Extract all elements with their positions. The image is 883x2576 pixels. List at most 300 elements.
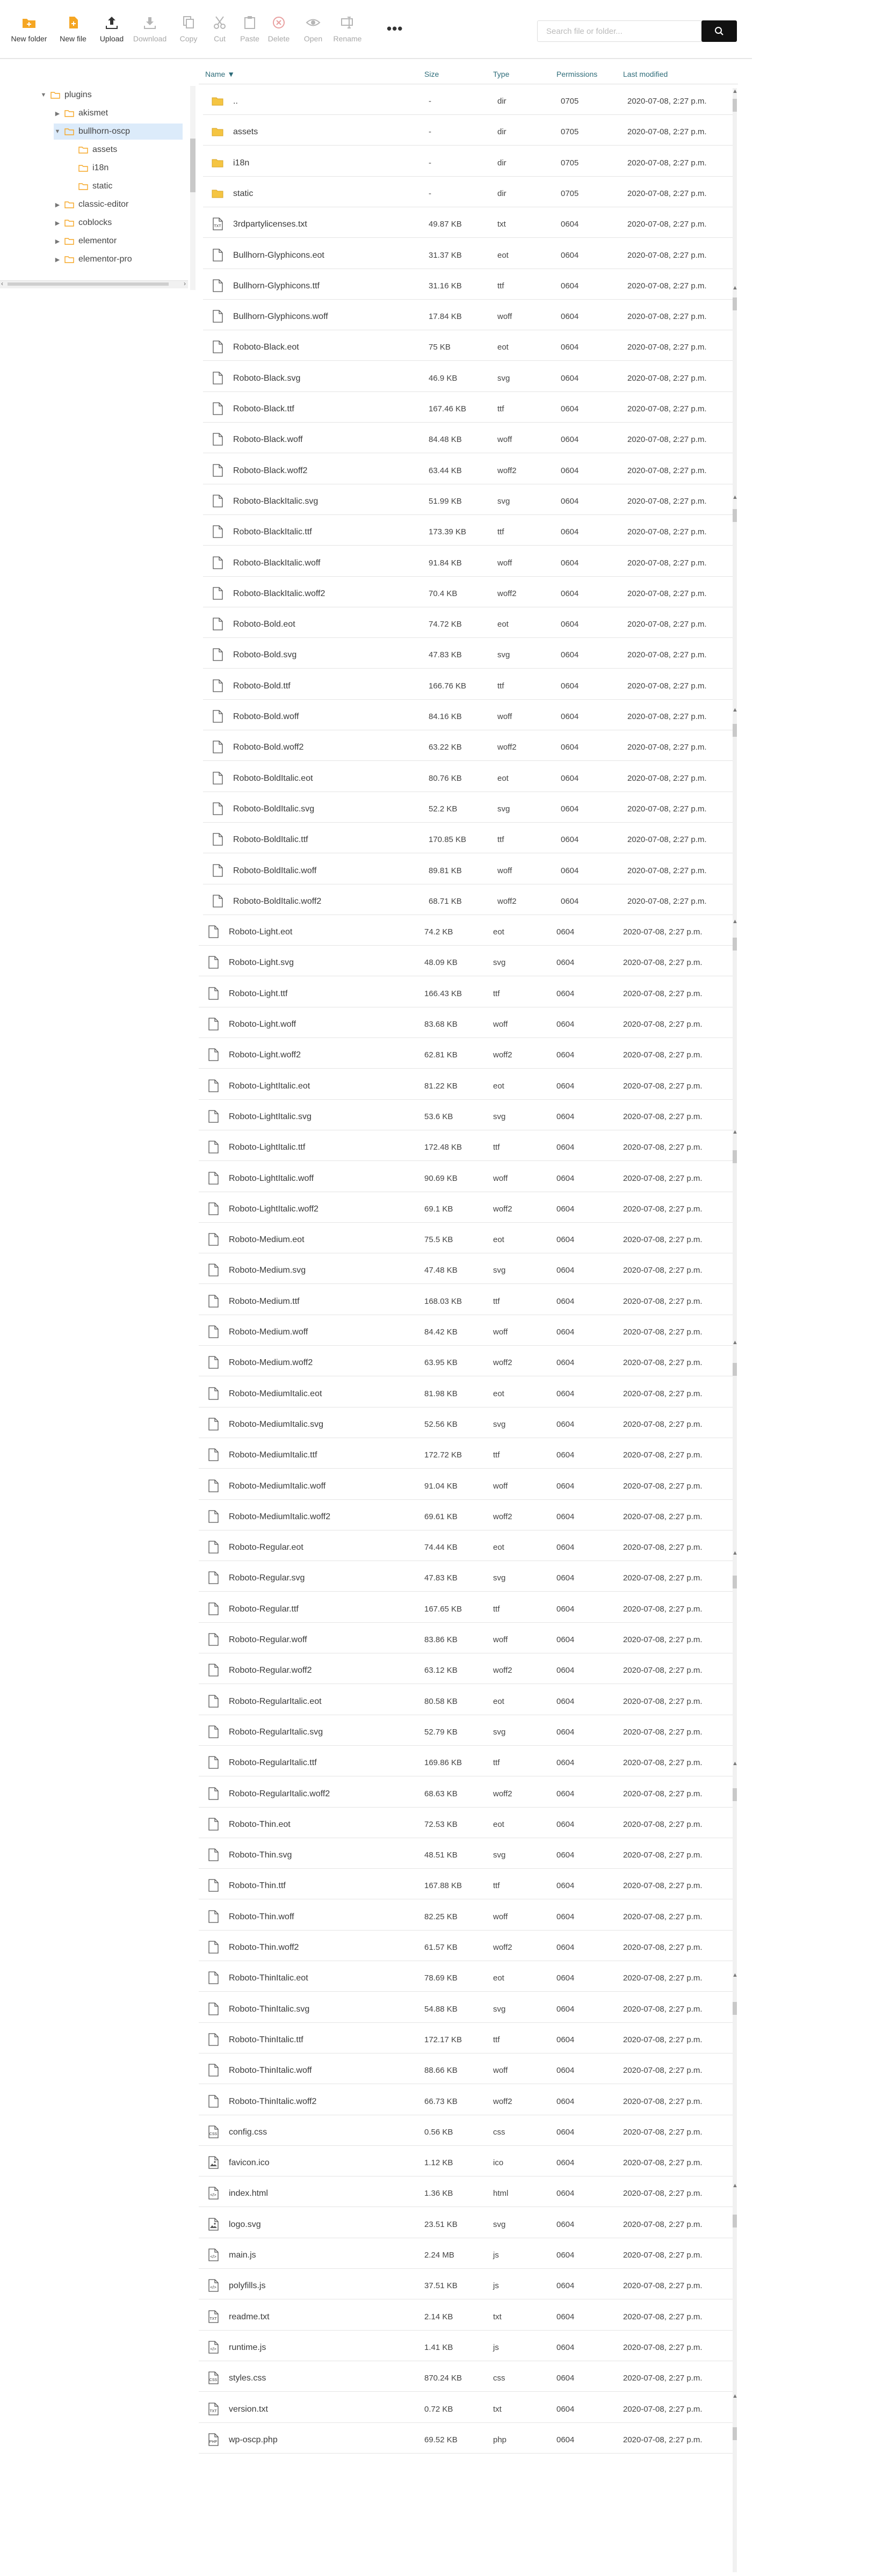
sidebar-horizontal-thumb[interactable] [8,282,169,286]
file-perm: 0604 [556,1912,575,1921]
file-perm: 0604 [561,496,579,506]
file-name: Roboto-Medium.woff [229,1327,308,1337]
file-row[interactable] [203,825,735,853]
upload-button[interactable] [90,15,133,43]
file-row[interactable] [203,672,735,700]
file-mod: 2020-07-08, 2:27 p.m. [627,896,707,906]
file-row[interactable] [199,1041,734,1069]
file-perm: 0604 [561,220,579,229]
tree-item-akismet[interactable] [54,105,183,121]
tree-item-coblocks[interactable] [54,215,183,231]
file-icon [212,310,223,323]
file-row[interactable] [203,764,735,792]
file-row[interactable] [203,487,735,515]
file-row[interactable] [199,1225,734,1253]
file-row[interactable] [199,1533,734,1561]
header-last-modified[interactable]: Last modified [623,70,668,78]
file-size: 172.17 KB [424,2035,462,2044]
tree-item-label: static [92,182,113,191]
file-row[interactable] [199,2241,734,2269]
file-row[interactable] [203,857,735,884]
scroll-up-icon[interactable]: ▲ [732,494,738,500]
file-list-scrollbar-thumb[interactable] [733,1576,737,1588]
file-name: .. [233,97,238,106]
file-perm: 0604 [556,2004,575,2014]
file-type: php [493,2435,507,2444]
file-name: Roboto-LightItalic.woff2 [229,1204,319,1214]
chevron-right-icon[interactable]: ▶ [55,238,60,245]
file-name: Roboto-ThinItalic.woff [229,2066,312,2076]
file-mod: 2020-07-08, 2:27 p.m. [623,2035,703,2044]
svg-text:TXT: TXT [209,2409,217,2413]
file-row[interactable] [199,2087,734,2115]
file-mod: 2020-07-08, 2:27 p.m. [627,312,707,322]
scroll-up-icon[interactable]: ▲ [732,88,738,95]
file-row[interactable] [203,395,735,423]
file-perm: 0604 [556,927,575,937]
file-row[interactable] [203,87,735,115]
file-row[interactable] [199,1995,734,2023]
file-row[interactable] [199,2210,734,2238]
file-row[interactable] [199,1441,734,1469]
file-row[interactable] [199,2179,734,2207]
file-name: Roboto-Black.woff [233,435,303,445]
file-row[interactable] [203,641,735,669]
file-mod: 2020-07-08, 2:27 p.m. [627,158,707,168]
file-row[interactable] [199,2056,734,2084]
file-row[interactable] [199,2149,734,2176]
file-row[interactable] [199,1380,734,1407]
file-row[interactable] [199,2333,734,2361]
file-mod: 2020-07-08, 2:27 p.m. [627,650,707,660]
file-icon [207,1110,219,1123]
file-row[interactable] [199,1287,734,1315]
tree-item-plugins[interactable] [40,87,183,103]
file-row[interactable] [203,579,735,607]
new-file-icon [65,15,81,30]
file-type: ttf [493,989,500,998]
file-mod: 2020-07-08, 2:27 p.m. [623,1789,703,1798]
file-type: css [493,2374,505,2383]
file-row[interactable] [203,456,735,484]
new-file-button[interactable] [52,15,95,43]
file-row[interactable] [199,1472,734,1500]
file-name: version.txt [229,2404,268,2414]
file-perm: 0604 [556,1819,575,1829]
file-size: 172.48 KB [424,1143,462,1152]
file-icon [212,648,223,661]
file-size: 47.83 KB [424,1573,458,1583]
file-perm: 0604 [556,1973,575,1983]
file-mod: 2020-07-08, 2:27 p.m. [627,773,707,783]
file-size: 48.09 KB [424,958,458,968]
tree-item-label: classic-editor [78,200,129,209]
file-row[interactable] [203,210,735,238]
file-type: eot [493,1819,504,1829]
file-mod: 2020-07-08, 2:27 p.m. [623,1450,703,1460]
file-row[interactable] [199,2426,734,2454]
file-icon [212,618,223,630]
file-mod: 2020-07-08, 2:27 p.m. [627,558,707,568]
file-list-scrollbar-thumb[interactable] [733,1788,737,1801]
file-row[interactable] [199,2303,734,2331]
tree-item-label: i18n [92,163,109,172]
chevron-right-icon[interactable]: ▶ [55,110,60,117]
file-perm: 0604 [556,1204,575,1214]
file-row[interactable] [199,2272,734,2299]
file-row[interactable] [203,887,735,915]
file-mod: 2020-07-08, 2:27 p.m. [623,1050,703,1060]
file-list-scrollbar-thumb[interactable] [733,938,737,950]
chevron-right-icon[interactable]: ▶ [55,220,60,227]
new-folder-button[interactable] [8,15,50,43]
file-row[interactable] [199,1595,734,1623]
file-mod: 2020-07-08, 2:27 p.m. [623,2096,703,2106]
file-perm: 0604 [556,1419,575,1429]
file-list-scrollbar-thumb[interactable] [733,509,737,522]
file-name: Roboto-Regular.woff2 [229,1666,312,1675]
file-name: runtime.js [229,2342,266,2352]
file-mod: 2020-07-08, 2:27 p.m. [623,1481,703,1491]
file-row[interactable] [199,1933,734,1961]
file-icon [207,1079,219,1092]
file-row[interactable] [203,610,735,638]
file-list-scrollbar[interactable] [733,88,737,285]
file-size: 166.76 KB [429,681,467,691]
toolbar-button-label: Delete [267,34,290,43]
toolbar-button-label: New file [60,34,86,43]
file-type: woff [497,558,512,568]
file-list-scrollbar[interactable] [733,2182,737,2393]
scroll-up-icon[interactable]: ▲ [732,707,738,713]
svg-text:TXT: TXT [214,224,221,229]
file-perm: 0604 [556,1020,575,1029]
code-file-icon [207,2248,219,2261]
file-row[interactable] [203,425,735,453]
file-name: Roboto-Bold.woff2 [233,743,304,752]
file-row[interactable] [199,2395,734,2423]
file-row[interactable] [199,1195,734,1223]
file-mod: 2020-07-08, 2:27 p.m. [623,1543,703,1552]
header-size[interactable]: Size [424,70,439,78]
file-row[interactable] [203,118,735,146]
svg-text:TXT: TXT [209,2317,217,2321]
sidebar-scrollbar-thumb[interactable] [190,139,196,192]
chevron-down-icon[interactable]: ▼ [40,92,47,98]
file-perm: 0604 [561,281,579,291]
file-type: js [493,2342,499,2352]
file-size: 75 KB [429,343,451,352]
file-icon [207,1448,219,1461]
file-perm: 0604 [556,2158,575,2168]
file-name: main.js [229,2251,256,2260]
file-row[interactable] [199,1072,734,1100]
more-options-button[interactable]: ••• [387,20,403,37]
file-row[interactable] [199,1318,734,1346]
file-mod: 2020-07-08, 2:27 p.m. [627,343,707,352]
file-row[interactable] [203,302,735,330]
file-size: 52.2 KB [429,804,458,814]
file-row[interactable] [203,149,735,177]
file-type: ttf [493,1296,500,1306]
file-name: Roboto-BoldItalic.eot [233,773,313,783]
scroll-up-icon[interactable]: ▲ [732,1339,738,1346]
svg-text:CSS: CSS [209,2132,218,2136]
file-perm: 0604 [561,250,579,260]
file-name: Roboto-Medium.svg [229,1266,306,1275]
file-row[interactable] [199,1810,734,1838]
file-list-scrollbar[interactable] [733,494,737,707]
file-icon [207,1633,219,1646]
file-row[interactable] [199,2026,734,2053]
file-name: Bullhorn-Glyphicons.woff [233,312,328,322]
image-file-icon [207,2156,219,2169]
file-size: 0.56 KB [424,2127,453,2137]
download-button[interactable] [131,15,169,43]
file-icon [207,1479,219,1492]
file-row[interactable] [203,364,735,392]
file-perm: 0604 [556,1112,575,1121]
file-row[interactable] [203,518,735,546]
scroll-up-icon[interactable]: ▲ [732,1972,738,1978]
scroll-up-icon[interactable]: ▲ [732,1550,738,1556]
file-mod: 2020-07-08, 2:27 p.m. [623,1235,703,1245]
file-row[interactable] [199,979,734,1007]
file-row[interactable] [199,1010,734,1038]
file-row[interactable] [199,1687,734,1715]
file-icon [207,956,219,969]
file-type: eot [493,1081,504,1091]
file-size: 0.72 KB [424,2404,453,2414]
file-mod: 2020-07-08, 2:27 p.m. [623,2189,703,2198]
file-icon [207,1048,219,1061]
file-perm: 0705 [561,188,579,198]
file-icon [207,2064,219,2077]
scroll-up-icon[interactable]: ▲ [732,2393,738,2399]
file-list-scrollbar-thumb[interactable] [733,1363,737,1376]
scroll-up-icon[interactable]: ▲ [732,1760,738,1767]
scroll-up-icon[interactable]: ▲ [732,285,738,291]
header-name[interactable]: Name ▼ [205,70,235,78]
delete-button[interactable] [260,15,298,43]
file-size: 2.24 MB [424,2251,454,2260]
file-list-scrollbar-thumb[interactable] [733,2215,737,2227]
file-row[interactable] [203,733,735,761]
file-mod: 2020-07-08, 2:27 p.m. [623,1635,703,1644]
chevron-down-icon[interactable]: ▼ [54,128,61,135]
file-perm: 0604 [561,404,579,413]
file-size: 168.03 KB [424,1296,462,1306]
toolbar [0,0,883,58]
file-perm: 0604 [556,1358,575,1368]
file-row[interactable] [203,241,735,269]
file-mod: 2020-07-08, 2:27 p.m. [623,1419,703,1429]
file-size: 63.22 KB [429,743,462,752]
file-size: 870.24 KB [424,2374,462,2383]
file-row[interactable] [199,1256,734,1284]
file-row[interactable] [199,1133,734,1161]
file-icon [207,1695,219,1708]
file-row[interactable] [203,179,735,207]
file-row[interactable] [199,1410,734,1438]
file-row[interactable] [199,1656,734,1684]
header-permissions[interactable]: Permissions [556,70,598,78]
file-type: woff [493,1635,508,1644]
file-row[interactable] [199,1503,734,1530]
tree-item-assets[interactable] [68,142,183,158]
chevron-right-icon[interactable]: ▶ [55,201,60,208]
file-size: 173.39 KB [429,527,467,537]
file-icon [207,1141,219,1153]
file-size: 17.84 KB [429,312,462,322]
toolbar-button-label: Paste [240,34,259,43]
file-list-scrollbar[interactable] [733,707,737,918]
file-row[interactable] [199,2364,734,2392]
file-row[interactable] [199,1903,734,1931]
file-type: woff2 [493,1666,512,1675]
file-row[interactable] [199,2118,734,2146]
tree-item-elementor-pro[interactable] [54,251,183,267]
file-mod: 2020-07-08, 2:27 p.m. [627,404,707,413]
file-row[interactable] [199,1626,734,1653]
file-name: Roboto-Light.woff2 [229,1050,301,1060]
file-type: ttf [493,2035,500,2044]
file-row[interactable] [199,1964,734,1992]
file-name: Roboto-Regular.ttf [229,1604,299,1614]
file-icon [212,741,223,753]
file-type: eot [493,1973,504,1983]
file-list-scrollbar[interactable] [733,2393,737,2572]
file-mod: 2020-07-08, 2:27 p.m. [623,1112,703,1121]
file-type: woff [493,1020,508,1029]
search-button[interactable] [701,20,737,42]
file-row[interactable] [203,333,735,361]
file-size: 53.6 KB [424,1112,453,1121]
file-row[interactable] [199,1102,734,1130]
file-name: Roboto-ThinItalic.woff2 [229,2096,317,2106]
file-size: 47.48 KB [424,1266,458,1275]
scroll-right-icon[interactable]: › [184,280,186,287]
file-icon [207,1202,219,1215]
file-row[interactable] [199,1871,734,1899]
file-list-scrollbar-thumb[interactable] [733,297,737,310]
file-mod: 2020-07-08, 2:27 p.m. [623,1758,703,1768]
file-mod: 2020-07-08, 2:27 p.m. [627,712,707,721]
toolbar-button-label: Upload [99,34,124,43]
file-perm: 0604 [556,1081,575,1091]
file-type: eot [497,620,509,629]
file-type: svg [493,1266,506,1275]
file-row[interactable] [199,1780,734,1808]
file-name: logo.svg [229,2219,261,2229]
file-list-scrollbar-thumb[interactable] [733,1150,737,1163]
file-row[interactable] [199,1841,734,1869]
file-mod: 2020-07-08, 2:27 p.m. [623,1143,703,1152]
tree-item-classic-editor[interactable] [54,197,183,213]
file-list-scrollbar-thumb[interactable] [733,724,737,737]
file-row[interactable] [199,918,734,946]
scroll-up-icon[interactable]: ▲ [732,918,738,925]
file-list-scrollbar-thumb[interactable] [733,2427,737,2440]
svg-text:</>: </> [210,2346,216,2352]
file-icon [207,987,219,1000]
file-size: 63.12 KB [424,1666,458,1675]
file-perm: 0604 [561,312,579,322]
rename-button[interactable] [329,15,366,43]
svg-text:CSS: CSS [209,2378,218,2383]
file-row[interactable] [203,702,735,730]
text-file-icon [207,2310,219,2323]
file-name: Roboto-ThinItalic.ttf [229,2035,303,2044]
file-row[interactable] [199,1748,734,1776]
file-icon [212,802,223,815]
file-row[interactable] [199,1564,734,1592]
file-row[interactable] [203,549,735,577]
scroll-left-icon[interactable]: ‹ [1,280,3,287]
file-mod: 2020-07-08, 2:27 p.m. [623,2312,703,2321]
file-size: 84.48 KB [429,435,462,445]
file-icon [212,249,223,262]
file-mod: 2020-07-08, 2:27 p.m. [627,835,707,845]
file-perm: 0604 [556,2435,575,2444]
file-size: 83.86 KB [424,1635,458,1644]
file-perm: 0604 [556,1050,575,1060]
scroll-up-icon[interactable]: ▲ [732,2182,738,2189]
file-perm: 0604 [561,527,579,537]
copy-icon [180,15,197,30]
file-list-scrollbar-thumb[interactable] [733,2002,737,2015]
tree-item-elementor[interactable] [54,233,183,249]
file-size: 70.4 KB [429,589,458,598]
file-list-scrollbar[interactable] [733,285,737,494]
file-size: 63.44 KB [429,466,462,475]
file-perm: 0604 [556,1604,575,1614]
file-list-scrollbar-thumb[interactable] [733,99,737,112]
file-type: eot [493,927,504,937]
tree-item-bullhorn-oscp[interactable] [54,124,183,140]
toolbar-button-label: Cut [214,34,226,43]
folder-icon [212,156,223,169]
folder-icon [64,110,74,117]
file-type: svg [493,958,506,968]
file-row[interactable] [199,1164,734,1192]
file-icon [207,1264,219,1276]
toolbar-button-label: New folder [11,34,47,43]
chevron-right-icon[interactable]: ▶ [55,256,60,263]
file-mod: 2020-07-08, 2:27 p.m. [627,527,707,537]
file-type: woff2 [497,466,517,475]
toolbar-button-label: Copy [179,34,198,43]
file-row[interactable] [199,1348,734,1376]
tree-item-i18n[interactable] [68,160,183,176]
file-row[interactable] [199,1718,734,1746]
tree-item-static[interactable] [68,178,183,194]
header-type[interactable]: Type [493,70,510,78]
scroll-up-icon[interactable]: ▲ [732,1129,738,1135]
file-type: ttf [497,281,504,291]
file-row[interactable] [203,272,735,300]
file-icon [212,279,223,292]
file-size: 37.51 KB [424,2281,458,2291]
file-row[interactable] [203,795,735,823]
file-name: static [233,188,254,198]
open-button[interactable] [294,15,332,43]
file-name: Roboto-Thin.woff2 [229,1943,299,1952]
file-mod: 2020-07-08, 2:27 p.m. [623,2374,703,2383]
file-row[interactable] [199,948,734,976]
file-type: dir [497,127,506,137]
file-icon [207,1725,219,1738]
